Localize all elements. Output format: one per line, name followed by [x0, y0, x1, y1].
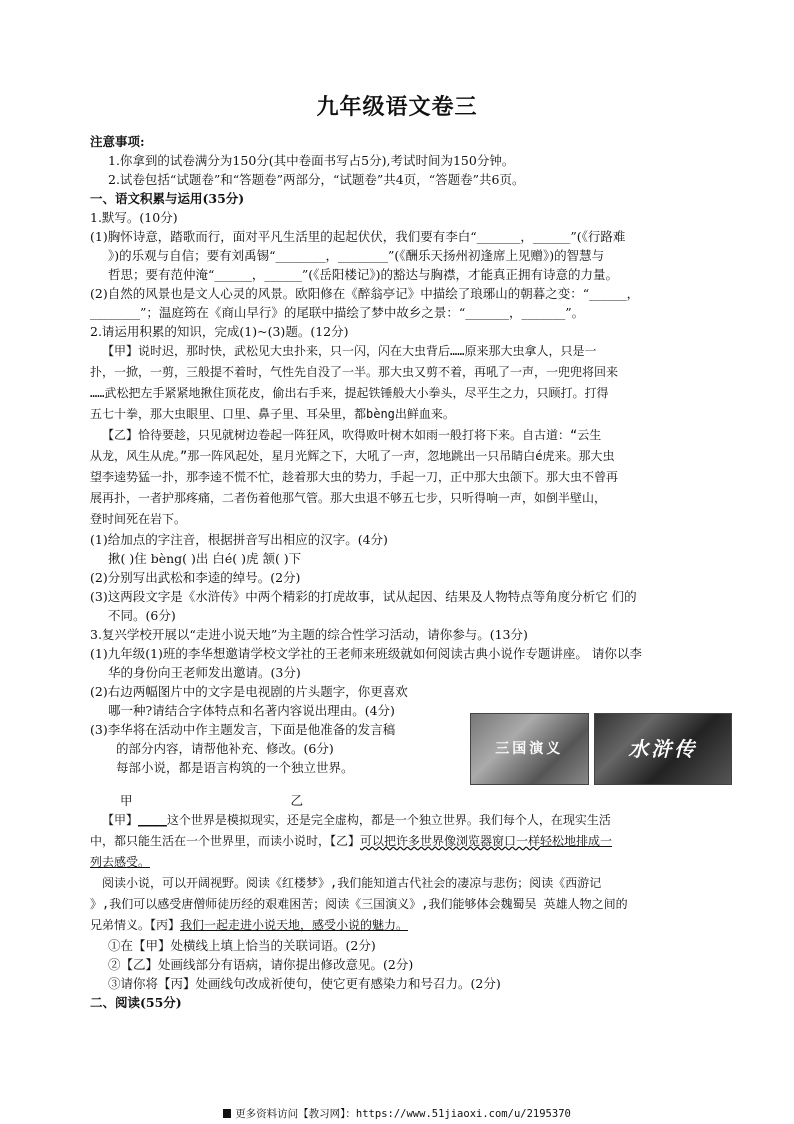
passage-yi-line: 展再扑，一者护那疼痛，二者伤着他那气管。那大虫退不够五七步，只听得响一声，如倒半壁山，: [90, 491, 607, 505]
flag-icon: [223, 1109, 231, 1118]
q2-2-text: (2)分别写出武松和李逵的绰号。(2分): [90, 570, 301, 585]
q2-1-text: (1)给加点的字注音，根据拼音写出相应的汉字。(4分): [90, 532, 388, 547]
passage-jia-line: ……武松把左手紧紧地揪住顶花皮，偷出右手来，提起铁锤般大小拳头，尽平生之力，只顾打。打得: [90, 386, 609, 400]
subquestion-3: ③请你将【丙】处画线句改成祈使句，使它更有感染力和号召力。(2分): [108, 976, 501, 991]
q3-3-line-c: 每部小说，都是语言构筑的一个独立世界。: [116, 760, 354, 775]
speech-text: 中，都只能生活在一个世界里，而读小说时，【乙】: [90, 834, 361, 848]
passage-jia: [90, 341, 712, 425]
q1-1-line-a: (1)胸怀诗意，踏歌而行，面对平凡生活里的起起伏伏，我们要有李白“_______，______”(《行路难: [90, 229, 626, 244]
speech-line-2c: [90, 915, 712, 936]
q3-heading: 3.复兴学校开展以“走进小说天地”为主题的综合性学习活动，请你参与。(13分): [90, 627, 528, 642]
q1-1-line-c: 哲思；要有范仲淹“______，______”(《岳阳楼记》)的豁达与胸襟，才能真正拥有诗意的力量。: [108, 267, 619, 282]
image-sanguo-title: 三国演义: [470, 713, 589, 785]
speech-line-1b: [90, 831, 712, 852]
q3-2-line-a: (2)右边两幅图片中的文字是电视剧的片头题字，你更喜欢: [90, 684, 408, 699]
q1-2-line-a: (2)自然的风景也是文人心灵的风景。欧阳修在《醉翁亭记》中描绘了琅琊山的朝暮之变：“______，: [90, 286, 640, 301]
speech-underline-bing: 我们一起走进小说天地，感受小说的魅力。: [180, 918, 409, 932]
passage-yi-line: 登时间死在岩下。: [90, 512, 187, 526]
speech-line-1a: [90, 810, 712, 831]
speech-labels: [90, 791, 712, 810]
label-jia: 甲: [120, 793, 133, 808]
passage-yi: [90, 425, 712, 530]
q1-2-line-b: ________”；温庭筠在《商山早行》的尾联中描绘了梦中故乡之景：“_______，_______”。: [90, 305, 585, 320]
q1-1-line-b: 》)的乐观与自信；要有刘禹锡“________，________”(《酬乐天扬州初逢席上见赠》)的智慧与: [108, 248, 605, 263]
passage-yi-line: 从龙，风生从虎。”那一阵风起处，星月光辉之下，大吼了一声，忽地跳出一只吊睛白é虎来。那大虫: [90, 449, 615, 463]
speech-blank-jia: ____: [138, 813, 167, 827]
q2-3-line-b: 不同。(6分): [108, 608, 176, 623]
q3-1-line-b: 华的身份向王老师发出邀请。(3分): [108, 665, 301, 680]
speech-underline-yi: 轻松地排成一: [540, 834, 613, 848]
speech-marker-jia: 【甲】: [102, 813, 139, 827]
section1-heading: 一、语文积累与运用(35分): [90, 191, 245, 206]
q3-1-line-a: (1)九年级(1)班的李华想邀请学校文学社的王老师来班级就如何阅读古典小说作专题讲座。 请你以李: [90, 646, 642, 661]
speech-line-2a: 阅读小说，可以开阔视野。阅读《红楼梦》,我们能知道古代社会的凄凉与悲伤；阅读《西游记: [102, 876, 602, 890]
label-yi: 乙: [290, 793, 303, 808]
speech-line-1c: 列去感受。: [90, 855, 151, 869]
exam-content: [90, 132, 712, 1012]
speech-text: 兄弟情义。【丙】: [90, 918, 181, 932]
passage-jia-line: 扑，一掀，一剪，三般提不着时，气性先自没了一半。那大虫又剪不着，再吼了一声，一兜兜将回来: [90, 365, 619, 379]
passage-yi-line: 望李逵势猛一扑，那李逵不慌不忙，趁着那大虫的势力，手起一刀，正中那大虫颌下。那大虫不曾再: [90, 470, 619, 484]
passage-jia-line: 五七十拳，那大虫眼里、口里、鼻子里、耳朵里，都bèng出鲜血来。: [90, 407, 455, 421]
q3-3-line-b: 的部分内容，请帮他补充、修改。(6分): [116, 741, 334, 756]
speech-line-2b: 》,我们可以感受唐僧师徒历经的艰难困苦；阅读《三国演义》,我们能够体会魏蜀吴 英雄人物之间的: [90, 897, 628, 911]
speech-text: 这个世界是模拟现实，还是完全虚构，都是一个独立世界。我们每个人，在现实生活: [166, 813, 611, 827]
q2-heading: 2.请运用积累的知识，完成(1)~(3)题。(12分): [90, 324, 349, 339]
q3-3-line-a: (3)李华将在活动中作主题发言，下面是他准备的发言稿: [90, 722, 396, 737]
speech-wavy-yi: 可以把许多世界像浏览器窗口一样: [360, 834, 541, 848]
q1-heading: 1.默写。(10分): [90, 210, 178, 225]
subquestion-2: ②【乙】处画线部分有语病，请你提出修改意见。(2分): [108, 957, 414, 972]
page-title: 九年级语文卷三: [316, 95, 478, 120]
notice-item-2: 2.试卷包括“试题卷”和“答题卷”两部分，“试题卷”共4页，“答题卷”共6页。: [108, 172, 525, 187]
speech-draft: [90, 810, 712, 936]
q3-2-line-b: 哪一种?请结合字体特点和名著内容说出理由。(4分): [108, 703, 395, 718]
notice-item-1: 1.你拿到的试卷满分为150分(其中卷面书写占5分),考试时间为150分钟。: [108, 153, 515, 168]
passage-jia-line: 【甲】说时迟，那时快，武松见大虫扑来，只一闪，闪在大虫背后……原来那大虫拿人，只是一: [102, 344, 597, 358]
footer-link[interactable]: 更多资料访问【教习网】：https://www.51jiaoxi.com/u/2195370: [235, 1108, 571, 1120]
section2-heading: 二、阅读(55分): [90, 995, 182, 1010]
footer[interactable]: [0, 1105, 794, 1124]
passage-yi-line: 【乙】恰待要趁，只见就树边卷起一阵狂风，吹得败叶树木如雨一般打将下来。自古道：“云生: [102, 428, 602, 442]
notice-heading: 注意事项:: [90, 134, 145, 149]
q2-1-items: 揪( )住 bèng( )出 白é( )虎 颔( )下: [108, 551, 302, 566]
subquestion-1: ①在【甲】处横线上填上恰当的关联词语。(2分): [108, 938, 376, 953]
q2-3-line-a: (3)这两段文字是《水浒传》中两个精彩的打虎故事，试从起因、结果及人物特点等角度分析它 们的: [90, 589, 637, 604]
tv-title-images: [470, 713, 732, 783]
image-shuihu-title: 水浒传: [594, 713, 732, 785]
